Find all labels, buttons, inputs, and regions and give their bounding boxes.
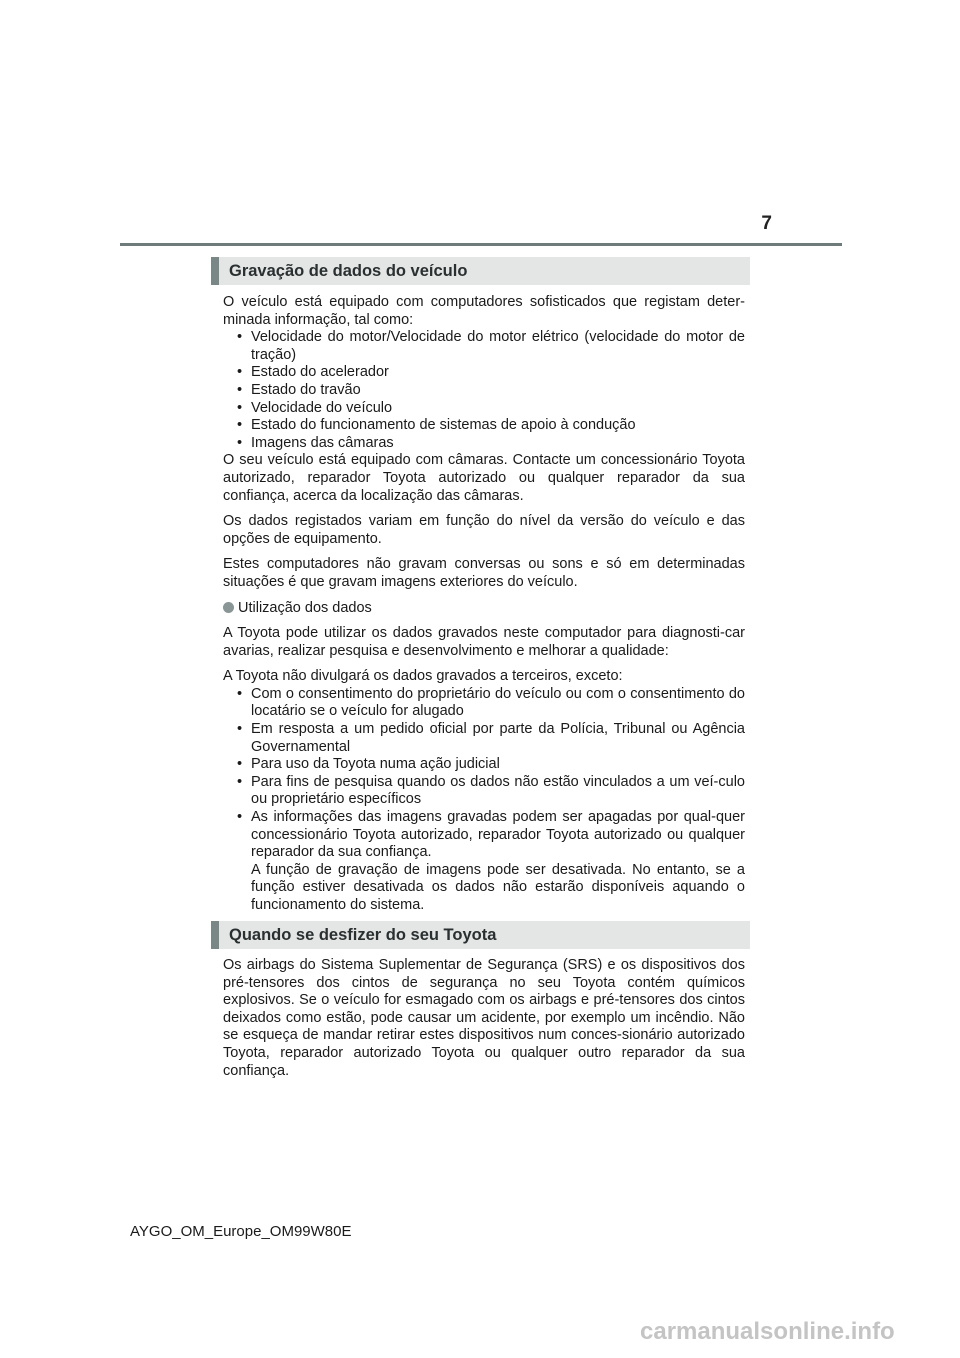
list-item [223,809,745,915]
list-item: • Para fins de pesquisa quando os dados não estão vinculados a um veí-culo ou proprietário específicos [223,774,745,809]
section-heading-disposal [211,921,750,949]
list-item: • Estado do funcionamento de sistemas de apoio à condução [223,417,745,435]
watermark: carmanualsonline.info [640,1318,895,1345]
list-item: • Para uso da Toyota numa ação judicial [223,756,745,774]
list-item: • Imagens das câmaras [223,435,745,453]
footer-document-code: AYGO_OM_Europe_OM99W80E [130,1223,352,1240]
data-variation-paragraph: Os dados registados variam em função do nível da versão do veículo e das opções de equipamento. [223,513,745,547]
disclosure-exceptions-list [223,686,745,915]
list-item: • Em resposta a um pedido oficial por parte da Polícia, Tribunal ou Agência Governamental [223,721,745,756]
section-heading-bar [211,257,219,285]
list-item: • Estado do travão [223,382,745,400]
data-use-paragraph: A Toyota pode utilizar os dados gravados neste computador para diagnosti-car avarias, realizar pesquisa e desenvolvimento e melhorar a qualidade: [223,625,745,659]
list-item-note: A função de gravação de imagens pode ser desativada. No entanto, se a função estiver desativada os dados não estarão disponíveis aquando o funcionamento do sistema. [251,861,745,913]
section-heading-bar [211,921,219,949]
section-heading-title: Gravação de dados do veículo [229,261,468,280]
list-item-text: As informações das imagens gravadas podem ser apagadas por qual-quer concessionário Toyota autorizado, reparador Toyota autorizado ou qualquer reparador da sua confiança. [251,809,745,861]
section-body-disposal [223,957,745,1088]
intro-paragraph: O veículo está equipado com computadores sofisticados que registam deter-minada informação, tal como: [223,294,745,328]
cameras-paragraph: O seu veículo está equipado com câmaras. Contacte um concessionário Toyota autorizado, reparador Toyota autorizado ou qualquer reparador da sua confiança, acerca da localização das câmaras. [223,452,745,504]
disposal-paragraph: Os airbags do Sistema Suplementar de Segurança (SRS) e os dispositivos dos pré-tensores dos cintos de segurança no seu Toyota contém químicos explosivos. Se o veículo for esmagado com os airbags e pré-tensores dos cintos deixados como estão, pode causar um acidente, por exemplo um incêndio. Não se esqueça de mandar retirar estes dispositivos num conces-sionário autorizado Toyota, reparador autorizado Toyota ou qualquer outro reparador da sua confiança. [223,957,745,1079]
section-heading-title: Quando se desfizer do seu Toyota [229,925,497,944]
bullet-circle-icon [223,602,234,613]
list-item: • Velocidade do veículo [223,400,745,418]
data-use-subheading [223,600,745,618]
header-rule [120,243,842,246]
disclosure-paragraph: A Toyota não divulgará os dados gravados a terceiros, exceto: [223,668,623,685]
section-body-vehicle-data-recording [223,294,745,915]
subheading-label: Utilização dos dados [238,599,372,616]
section-heading-vehicle-data-recording [211,257,750,285]
list-item: • Estado do acelerador [223,364,745,382]
list-item: • Velocidade do motor/Velocidade do motor elétrico (velocidade do motor de tração) [223,329,745,364]
no-recording-paragraph: Estes computadores não gravam conversas ou sons e só em determinadas situações é que gravam imagens exteriores do veículo. [223,556,745,590]
recorded-data-list [223,329,745,452]
page-number: 7 [761,213,772,234]
list-item: • Com o consentimento do proprietário do veículo ou com o consentimento do locatário se o veículo for alugado [223,686,745,721]
